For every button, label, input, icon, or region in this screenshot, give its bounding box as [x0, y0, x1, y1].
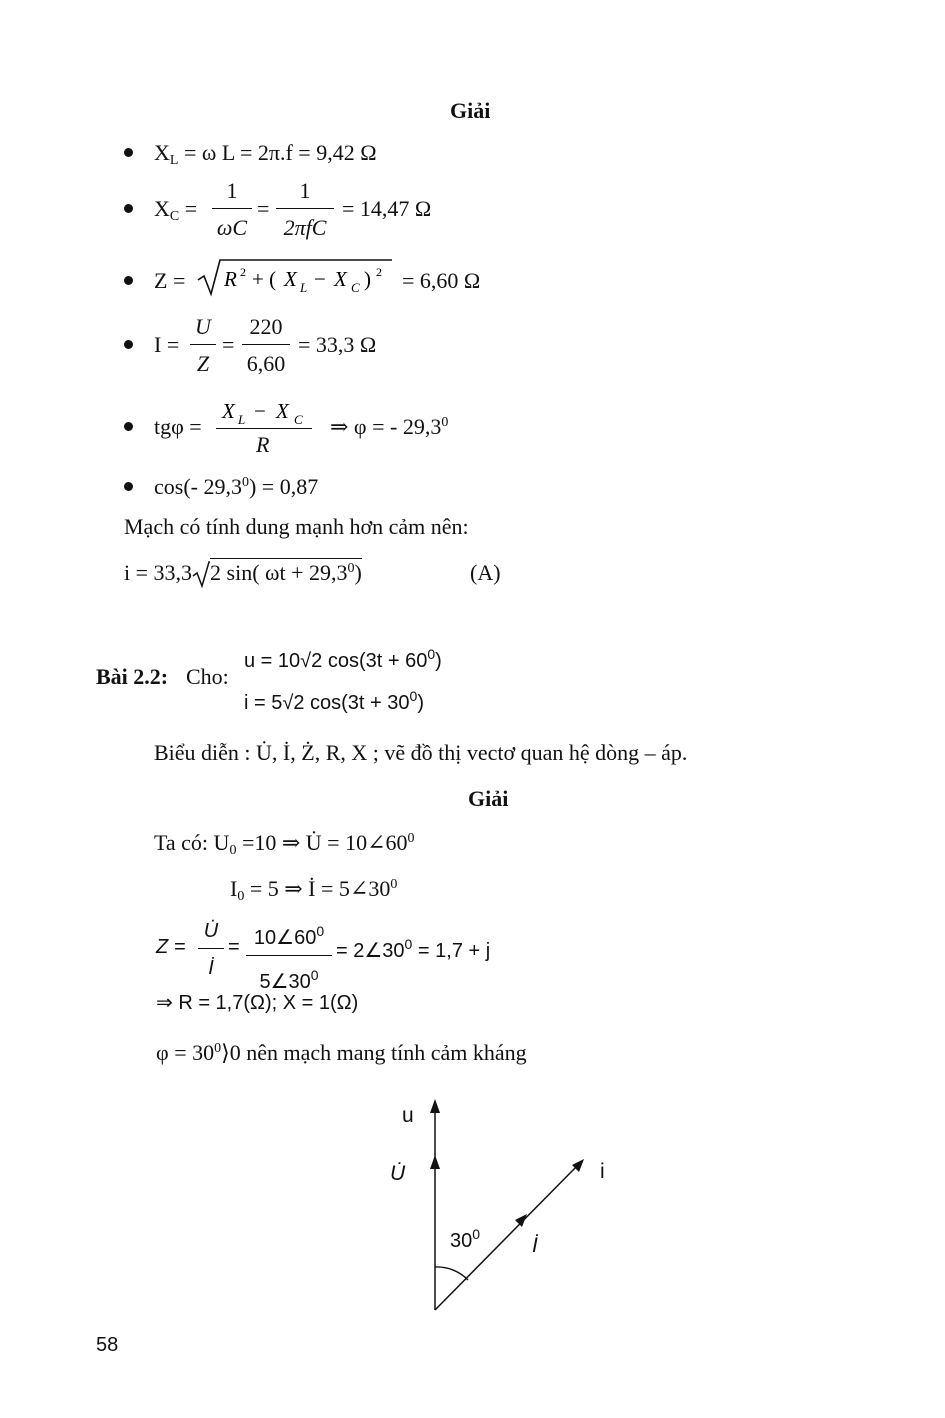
phasor-diagram — [380, 1095, 640, 1320]
xc-fraction-2 — [276, 178, 334, 241]
z-f2-num: $10\angle 60^0$ — [253, 923, 325, 949]
u0-line: Ta có: $U_0 =10$ ⇒ U̇ = $10\angle 60^0$ — [154, 830, 415, 858]
z-eq-2: = — [228, 936, 240, 958]
svg-text:L: L — [300, 280, 308, 295]
fraction-bar — [242, 344, 290, 345]
label-i: i — [600, 1160, 605, 1183]
xc-result: = 14,47 Ω — [342, 196, 432, 221]
current-b: 2 sin( $\omega t + 29,3^0$) — [210, 560, 362, 585]
svg-text:2: 2 — [240, 265, 246, 279]
i-fraction-2 — [242, 314, 290, 377]
label-u: u — [402, 1104, 414, 1127]
z-sqrt-expression — [196, 256, 396, 298]
bullet — [124, 482, 133, 491]
given-label: Cho: — [186, 664, 229, 689]
xl-formula: $X_L = \omega$ L = 2π.f = 9,42 Ω — [154, 140, 377, 168]
xc-f1-num: 1 — [226, 178, 238, 203]
arrow-head-icon — [430, 1099, 440, 1113]
solution-heading-2: Giải — [468, 786, 509, 811]
svg-text:−: − — [314, 267, 326, 291]
arrow-head-icon — [430, 1155, 440, 1169]
svg-text:X: X — [284, 267, 297, 291]
cos-line: cos(- $29,3^0) = 0,87$ — [154, 474, 319, 499]
current-unit: (A) — [470, 560, 501, 585]
bullet — [124, 340, 133, 349]
fraction-bar — [216, 428, 312, 429]
svg-text:+ (: + ( — [252, 267, 277, 291]
i-f1-den: Z — [196, 351, 210, 376]
z-fraction-1 — [198, 918, 224, 981]
z-result: = 6,60 Ω — [402, 268, 481, 293]
i0-line: $I_0 = 5$ ⇒ İ = $5\angle 30^0$ — [230, 876, 398, 904]
note-text: Mạch có tính dung mạnh hơn cảm nên: — [124, 514, 469, 539]
label-angle: $30^0$ — [450, 1226, 481, 1252]
svg-text:C: C — [294, 412, 303, 426]
task-text: Biểu diễn : U̇, İ, Ż, R, X ; vẽ đồ thị vectơ quan hệ dòng – áp. — [154, 740, 688, 765]
u-expression: u = 10√2 $\cos(3t + 60^0)$ — [244, 646, 442, 672]
svg-text:2: 2 — [376, 265, 382, 279]
fraction-bar — [246, 955, 332, 956]
z-f2-den: $5\angle 30^0$ — [259, 967, 319, 993]
svg-text:C: C — [351, 280, 360, 295]
xc-f1-den: ωC — [216, 215, 248, 240]
current-b-wrap — [210, 558, 362, 585]
z-f1-num: U̇ — [203, 920, 219, 942]
svg-text:−: − — [254, 399, 266, 423]
i-f2-den: 6,60 — [246, 351, 286, 376]
xc-lhs: $X_C$ = — [154, 196, 198, 224]
tg-denominator: R — [256, 432, 270, 457]
z-result-2: = $2\angle 30^0 = 1,7 + j$ — [336, 936, 491, 962]
i-lhs: I = — [154, 332, 180, 357]
current-a: i = 33,3 — [124, 560, 193, 585]
svg-text:L: L — [238, 412, 246, 426]
xc-f2-num: 1 — [299, 178, 311, 203]
bullet — [124, 148, 133, 157]
solution-heading-1: Giải — [450, 98, 491, 123]
z-lhs: Z = — [154, 268, 186, 293]
fraction-bar — [276, 208, 334, 209]
bullet — [124, 276, 133, 285]
i-fraction-1 — [190, 314, 216, 377]
xc-f2-den: 2πfC — [283, 215, 327, 240]
svg-text:X: X — [276, 399, 289, 423]
z-fraction-2 — [246, 918, 332, 995]
z-f1-den: İ — [208, 957, 214, 979]
i-eq: = — [222, 332, 235, 357]
phi-line: $\varphi = 30^0⟩0$ nên mạch mang tính cảm kháng — [156, 1040, 527, 1065]
fraction-bar — [212, 208, 252, 209]
i-expression: i = 5√2 $\cos(3t + 30^0)$ — [244, 688, 424, 714]
problem-label: Bài 2.2: — [96, 664, 169, 689]
xc-fraction-1 — [212, 178, 252, 241]
bullet — [124, 422, 133, 431]
angle-arc — [435, 1267, 468, 1280]
current-expression — [124, 560, 362, 586]
label-U-phasor: U̇ — [390, 1162, 406, 1185]
tg-lhs: tgφ = — [154, 414, 202, 439]
tg-numerator — [214, 396, 314, 426]
rx-line: ⇒ R = 1,7(Ω); X = 1(Ω) — [156, 992, 359, 1014]
label-I-phasor: İ — [532, 1234, 538, 1257]
fraction-bar — [190, 344, 216, 345]
arrow-head-icon — [515, 1214, 527, 1227]
bullet — [124, 204, 133, 213]
i-result: = 33,3 Ω — [298, 332, 377, 357]
svg-text:X: X — [334, 267, 347, 291]
svg-text:X: X — [222, 399, 235, 423]
page-number: 58 — [96, 1334, 119, 1356]
z-lhs-2: Z = — [156, 936, 186, 958]
i-f2-num: 220 — [249, 314, 283, 339]
svg-text:): ) — [364, 267, 371, 291]
xc-eq: = — [257, 196, 270, 221]
i-f1-num: U — [195, 314, 211, 339]
svg-text:R: R — [224, 267, 237, 291]
tg-result: ⇒ φ = - 29,3$^0$ — [330, 414, 449, 439]
fraction-bar — [198, 948, 224, 949]
